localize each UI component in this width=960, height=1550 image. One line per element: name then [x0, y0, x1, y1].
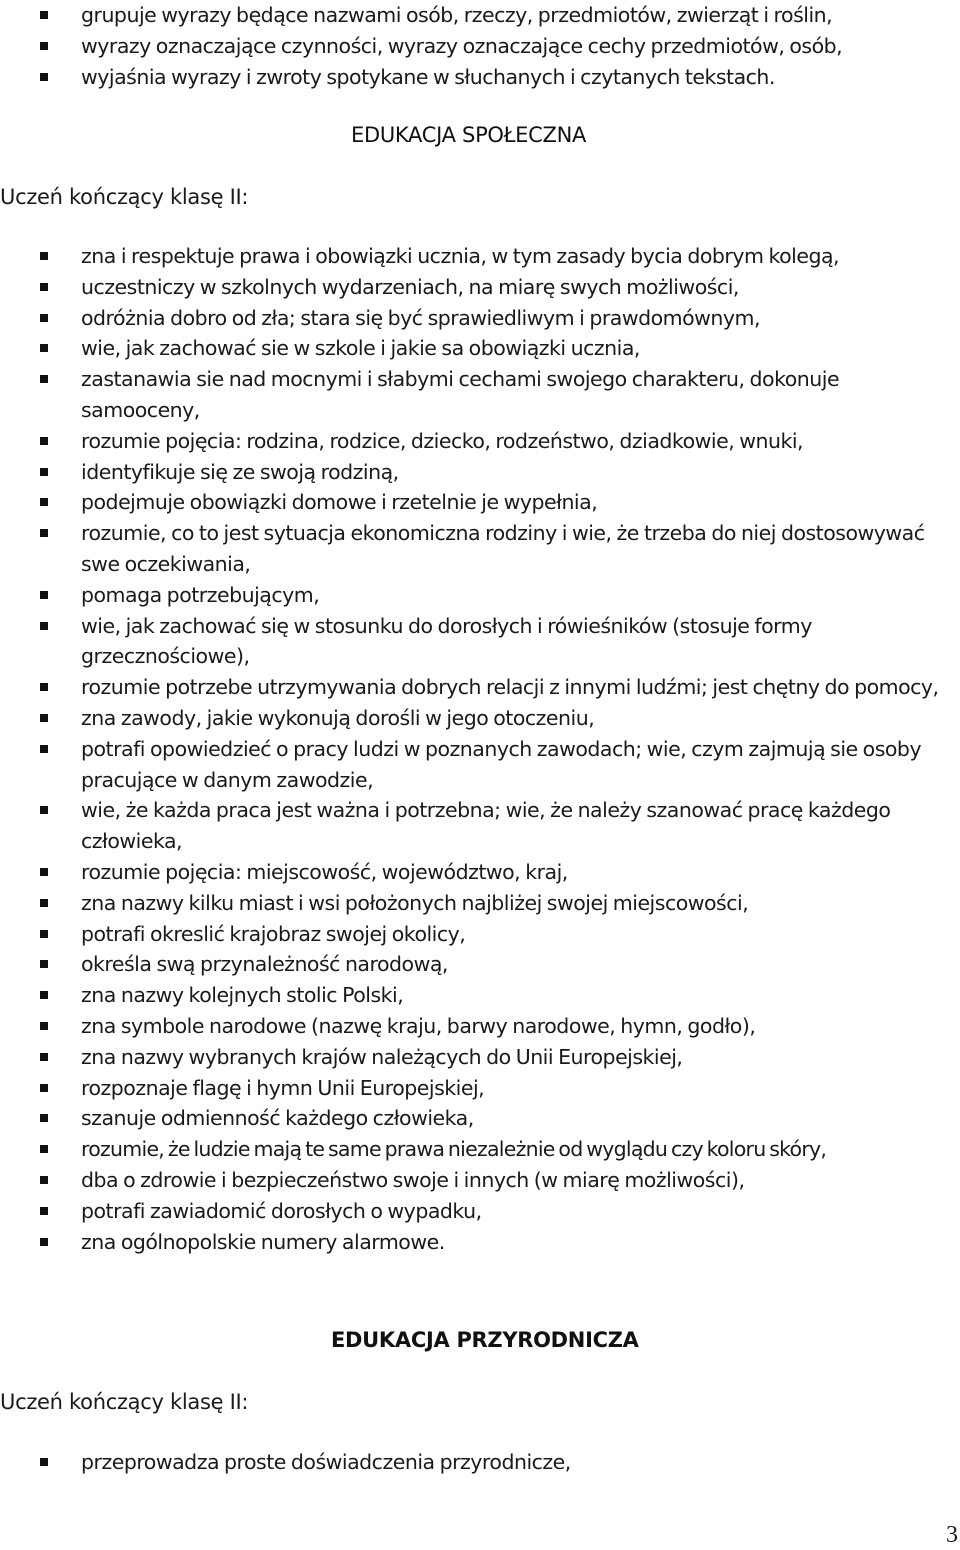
- square-bullet-icon: [40, 375, 48, 383]
- square-bullet-icon: [40, 806, 48, 814]
- list-item: [0, 272, 960, 303]
- list-item: [0, 888, 960, 919]
- list-item: [0, 241, 960, 272]
- list-item-text: wie, jak zachować się w stosunku do dorosłych i rówieśników (stosuje formy grzecznościowe),: [81, 613, 812, 669]
- list-item: [0, 457, 960, 488]
- list-item: [0, 980, 960, 1011]
- list-item: [0, 949, 960, 980]
- section-heading-nature: EDUKACJA PRZYRODNICZA: [331, 1328, 639, 1352]
- list-item: [0, 1073, 960, 1104]
- list-item: [0, 1196, 960, 1227]
- list-item: [0, 795, 960, 857]
- list-item-text: rozpoznaje flagę i hymn Unii Europejskiej,: [81, 1075, 485, 1100]
- list-item-text: wyrazy oznaczające czynności, wyrazy oznaczające cechy przedmiotów, osób,: [81, 33, 843, 58]
- list-item-text: rozumie potrzebe utrzymywania dobrych relacji z innymi ludźmi; jest chętny do pomocy,: [81, 675, 939, 700]
- list-item: [0, 611, 960, 673]
- list-item-text: zastanawia sie nad mocnymi i słabymi cechami swojego charakteru, dokonuje samooceny,: [81, 367, 840, 422]
- list-item: [0, 426, 960, 457]
- square-bullet-icon: [40, 622, 48, 630]
- square-bullet-icon: [40, 1022, 48, 1030]
- list-item-text: rozumie pojęcia: rodzina, rodzice, dziecko, rodzeństwo, dziadkowie, wnuki,: [81, 428, 804, 453]
- list-item: [0, 734, 960, 796]
- list-item-text: dba o zdrowie i bezpieczeństwo swoje i innych (w miarę możliwości),: [81, 1167, 745, 1192]
- square-bullet-icon: [40, 714, 48, 722]
- section-heading-social: EDUKACJA SPOŁECZNA: [351, 123, 587, 147]
- list-item: [0, 1042, 960, 1073]
- square-bullet-icon: [40, 529, 48, 537]
- square-bullet-icon: [40, 498, 48, 506]
- list-item: [0, 1103, 960, 1134]
- list-item-text: identyfikuje się ze swoją rodziną,: [81, 459, 399, 484]
- list-item-text: przeprowadza proste doświadczenia przyrodnicze,: [81, 1450, 571, 1474]
- nature-bullet-list: [0, 1447, 960, 1478]
- list-item: [0, 857, 960, 888]
- square-bullet-icon: [40, 283, 48, 291]
- list-item-text: wie, że każda praca jest ważna i potrzebna; wie, że należy szanować pracę każdego człowieka,: [81, 798, 891, 854]
- square-bullet-icon: [40, 314, 48, 322]
- list-item: [0, 672, 960, 703]
- list-item-text: rozumie, co to jest sytuacja ekonomiczna rodziny i wie, że trzeba do niej dostosowywać swe oczekiwania,: [81, 521, 925, 576]
- list-item-text: rozumie, że ludzie mają te same prawa niezależnie od wyglądu czy koloru skóry,: [81, 1137, 827, 1162]
- list-item: [0, 364, 960, 426]
- square-bullet-icon: [40, 930, 48, 938]
- square-bullet-icon: [40, 344, 48, 352]
- list-item-text: szanuje odmienność każdego człowieka,: [81, 1106, 474, 1131]
- square-bullet-icon: [40, 1114, 48, 1122]
- list-item-text: potrafi opowiedzieć o pracy ludzi w poznanych zawodach; wie, czym zajmują sie osoby pracujące w danym zawodzie,: [81, 736, 922, 792]
- list-item: [0, 919, 960, 950]
- square-bullet-icon: [40, 591, 48, 599]
- square-bullet-icon: [40, 1458, 48, 1466]
- list-item-text: zna i respektuje prawa i obowiązki ucznia, w tym zasady bycia dobrym kolegą,: [81, 244, 840, 268]
- list-item-text: odróżnia dobro od zła; stara się być sprawiedliwym i prawdomównym,: [81, 305, 761, 330]
- square-bullet-icon: [40, 1207, 48, 1215]
- list-item-text: wyjaśnia wyrazy i zwroty spotykane w słuchanych i czytanych tekstach.: [81, 64, 775, 89]
- list-item: [0, 518, 960, 580]
- list-item-text: określa swą przynależność narodową,: [81, 952, 448, 977]
- page-number: 3: [946, 1522, 958, 1548]
- square-bullet-icon: [40, 991, 48, 999]
- square-bullet-icon: [40, 1053, 48, 1061]
- list-item: [0, 62, 960, 93]
- list-item: [0, 1134, 960, 1165]
- list-item: [0, 31, 960, 62]
- square-bullet-icon: [40, 468, 48, 476]
- square-bullet-icon: [40, 252, 48, 260]
- square-bullet-icon: [40, 11, 48, 19]
- social-bullet-list: [0, 241, 960, 1257]
- list-item-text: potrafi okreslić krajobraz swojej okolicy,: [81, 921, 466, 946]
- section-subheading-social: Uczeń kończący klasę II:: [0, 185, 249, 209]
- square-bullet-icon: [40, 899, 48, 907]
- list-item: [0, 580, 960, 611]
- list-item-text: wie, jak zachować sie w szkole i jakie sa obowiązki ucznia,: [81, 336, 640, 361]
- list-item-text: podejmuje obowiązki domowe i rzetelnie je wypełnia,: [81, 490, 598, 515]
- list-item-text: zna symbole narodowe (nazwę kraju, barwy narodowe, hymn, godło),: [81, 1013, 756, 1038]
- list-item-text: uczestniczy w szkolnych wydarzeniach, na miarę swych możliwości,: [81, 274, 739, 299]
- list-item-text: potrafi zawiadomić dorosłych o wypadku,: [81, 1198, 482, 1223]
- top-bullet-list: [0, 0, 960, 92]
- square-bullet-icon: [40, 42, 48, 50]
- list-item: [0, 703, 960, 734]
- list-item-text: zna zawody, jakie wykonują dorośli w jego otoczeniu,: [81, 705, 595, 730]
- square-bullet-icon: [40, 683, 48, 691]
- list-item: [0, 1011, 960, 1042]
- square-bullet-icon: [40, 745, 48, 753]
- list-item-text: pomaga potrzebującym,: [81, 582, 320, 607]
- list-item: [0, 333, 960, 364]
- list-item-text: grupuje wyrazy będące nazwami osób, rzeczy, przedmiotów, zwierząt i roślin,: [81, 3, 833, 27]
- square-bullet-icon: [40, 868, 48, 876]
- list-item-text: zna nazwy kilku miast i wsi położonych najbliżej swojej miejscowości,: [81, 890, 749, 915]
- square-bullet-icon: [40, 960, 48, 968]
- list-item: [0, 303, 960, 334]
- square-bullet-icon: [40, 1145, 48, 1153]
- square-bullet-icon: [40, 1238, 48, 1246]
- list-item: [0, 487, 960, 518]
- square-bullet-icon: [40, 1084, 48, 1092]
- list-item: [0, 1447, 960, 1478]
- square-bullet-icon: [40, 437, 48, 445]
- list-item: [0, 1227, 960, 1258]
- list-item-text: rozumie pojęcia: miejscowość, województwo, kraj,: [81, 859, 568, 884]
- list-item-text: zna nazwy kolejnych stolic Polski,: [81, 983, 404, 1008]
- square-bullet-icon: [40, 1176, 48, 1184]
- list-item: [0, 1165, 960, 1196]
- square-bullet-icon: [40, 73, 48, 81]
- list-item: [0, 0, 960, 31]
- list-item-text: zna nazwy wybranych krajów należących do Unii Europejskiej,: [81, 1044, 683, 1069]
- section-subheading-nature: Uczeń kończący klasę II:: [0, 1390, 249, 1414]
- list-item-text: zna ogólnopolskie numery alarmowe.: [81, 1229, 445, 1254]
